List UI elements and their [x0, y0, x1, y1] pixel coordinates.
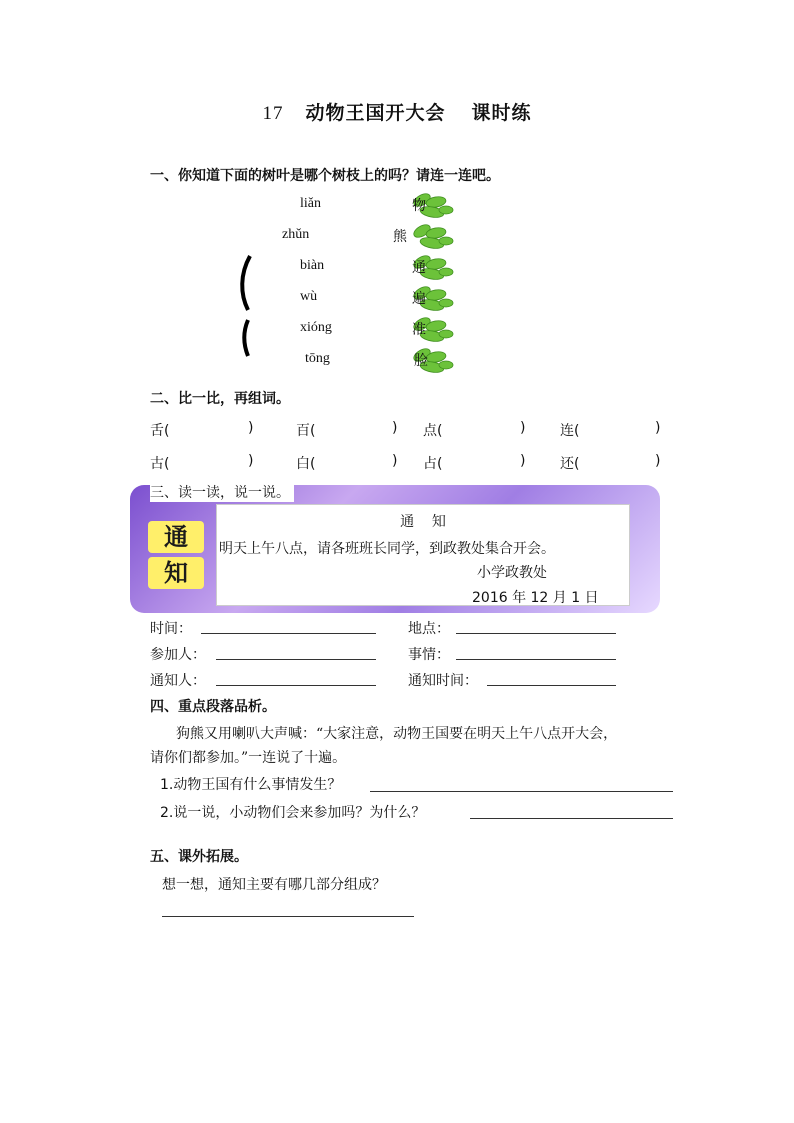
char-with-bracket: 舌( [150, 423, 170, 439]
lesson-suffix: 课时练 [471, 102, 532, 124]
field-time-label: 时间： [150, 621, 192, 637]
close-bracket: ) [655, 453, 661, 469]
close-bracket: ) [520, 453, 526, 469]
char-with-bracket: 白( [296, 456, 316, 472]
char-with-bracket: 还( [560, 456, 580, 472]
notice-card [216, 504, 630, 606]
branch-curve-icon [238, 254, 252, 358]
leaf-char-3: 通 [412, 260, 426, 276]
close-bracket: ) [392, 453, 398, 469]
field-participants-line[interactable] [216, 659, 376, 660]
notice-banner [130, 485, 660, 613]
close-bracket: ) [655, 420, 661, 436]
extension-answer-line[interactable] [162, 916, 414, 917]
field-time-line[interactable] [201, 633, 376, 634]
leaf-char-1: 物 [412, 198, 426, 214]
close-bracket: ) [520, 420, 526, 436]
lesson-title: 动物王国开大会 [305, 102, 446, 124]
close-bracket: ) [248, 420, 254, 436]
leaf-char-5: 准 [412, 322, 426, 338]
section2-heading: 二、比一比，再组词。 [150, 391, 290, 407]
char-with-bracket: 连( [560, 423, 580, 439]
field-notice-time-line[interactable] [487, 685, 616, 686]
char-with-bracket: 百( [296, 423, 316, 439]
extension-question: 想一想，通知主要有哪几部分组成？ [162, 877, 386, 893]
banner-char-2: 知 [148, 557, 204, 589]
pinyin-6: tōng [305, 351, 330, 366]
pinyin-3: biàn [300, 258, 325, 273]
notice-body: 明天上午八点，请各班班长同学，到政教处集合开会。 [219, 541, 555, 557]
notice-from: 小学政教处 [477, 565, 547, 581]
field-notice-time-label: 通知时间： [408, 673, 478, 689]
section1-heading: 一、你知道下面的树叶是哪个树枝上的吗？请连一连吧。 [150, 168, 500, 184]
pinyin-5: xióng [300, 320, 332, 335]
pinyin-1: liǎn [300, 196, 321, 211]
field-place-label: 地点： [408, 621, 450, 637]
passage-line-2: 请你们都参加。”一连说了十遍。 [150, 750, 347, 766]
leaf-char-6: 脸 [414, 353, 428, 369]
leaf-icon [408, 221, 454, 251]
page-title [0, 98, 794, 125]
pinyin-2: zhǔn [282, 227, 310, 242]
banner-char-1: 通 [148, 521, 204, 553]
field-participants-label: 参加人： [150, 647, 206, 663]
answer-line-2[interactable] [470, 818, 673, 819]
field-notifier-label: 通知人： [150, 673, 206, 689]
field-place-line[interactable] [456, 633, 616, 634]
section5-heading: 五、课外拓展。 [150, 849, 248, 865]
answer-line-1[interactable] [370, 791, 673, 792]
char-with-bracket: 古( [150, 456, 170, 472]
word-row-2 [0, 453, 794, 473]
field-matter-label: 事情： [408, 647, 450, 663]
notice-title: 通 知 [400, 514, 446, 530]
char-with-bracket: 点( [423, 423, 443, 439]
close-bracket: ) [248, 453, 254, 469]
section4-heading: 四、重点段落品析。 [150, 699, 276, 715]
question-1: 1.动物王国有什么事情发生？ [160, 777, 342, 793]
close-bracket: ) [392, 420, 398, 436]
question-2: 2.说一说，小动物们会来参加吗？为什么？ [160, 805, 426, 821]
leaf-char-4: 遍 [412, 291, 426, 307]
char-with-bracket: 占( [423, 456, 443, 472]
passage-line-1: 狗熊又用喇叭大声喊：“大家注意，动物王国要在明天上午八点开大会， [176, 726, 618, 742]
field-notifier-line[interactable] [216, 685, 376, 686]
section3-heading: 三、读一读，说一说。 [150, 482, 294, 502]
field-matter-line[interactable] [456, 659, 616, 660]
word-row-1 [0, 420, 794, 440]
leaf-char-2: 熊 [393, 229, 407, 245]
notice-date: 2016 年 12 月 1 日 [472, 590, 599, 606]
pinyin-4: wù [300, 289, 318, 304]
lesson-number: 17 [262, 103, 284, 124]
